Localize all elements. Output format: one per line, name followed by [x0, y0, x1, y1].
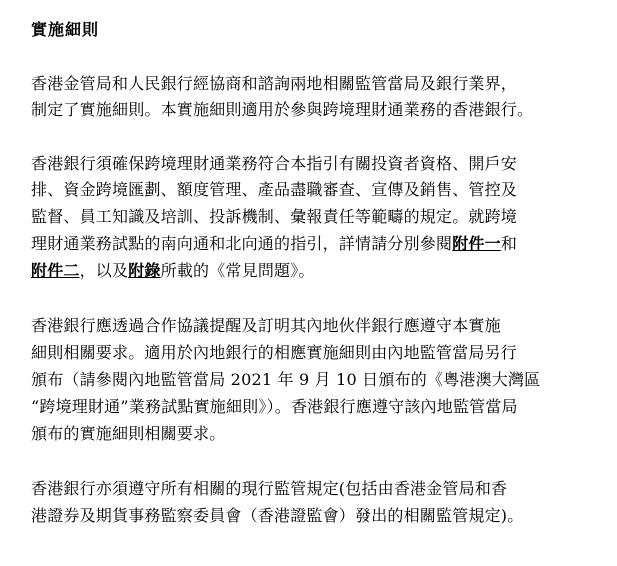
paragraph-4-line-2: 港證券及期貨事務監察委員會（香港證監會）發出的相關監管規定)。	[31, 506, 524, 525]
paragraph-3-line-3: 頒布（請參閱內地監管當局 2021 年 9 月 10 日頒布的《粵港澳大灣區	[31, 370, 541, 389]
paragraph-2-line-5-tail: 所載的《常見問題》。	[160, 261, 315, 280]
paragraph-2-line-5	[31, 259, 315, 283]
paragraph-2-line-4	[31, 232, 517, 256]
paragraph-3-line-5: 頒布的實施細則相關要求。	[31, 424, 226, 443]
appendix-link[interactable]: 附錄	[128, 261, 161, 280]
paragraph-2-line-3: 監督、員工知識及培訓、投訴機制、彙報責任等範疇的規定。就跨境	[31, 207, 518, 226]
paragraph-2-line-1: 香港銀行須確保跨境理財通業務符合本指引有關投資者資格、開戶安	[31, 154, 518, 173]
annex-1-link[interactable]: 附件一	[452, 234, 501, 253]
paragraph-2-line-4-text: 理財通業務試點的南向通和北向通的指引，詳情請分別參閱	[31, 234, 453, 253]
paragraph-3-line-1: 香港銀行應透過合作協議提醒及訂明其內地伙伴銀行應遵守本實施	[31, 316, 501, 335]
paragraph-2-line-5-text: ，以及	[79, 261, 129, 280]
paragraph-2-line-2: 排、資金跨境匯劃、額度管理、產品盡職審查、宣傳及銷售、管控及	[31, 180, 518, 199]
paragraph-3-line-2: 細則相關要求。適用於內地銀行的相應實施細則由內地監管當局另行	[31, 343, 518, 362]
annex-2-link[interactable]: 附件二	[31, 261, 80, 280]
paragraph-4-line-1: 香港銀行亦須遵守所有相關的現行監管規定(包括由香港金管局和香	[31, 479, 508, 498]
paragraph-2-line-4-tail: 和	[500, 234, 518, 253]
section-heading: 實施細則	[31, 20, 100, 39]
paragraph-1-line-2: 制定了實施細則。本實施細則適用於參與跨境理財通業務的香港銀行。	[31, 100, 534, 119]
paragraph-3-line-4: “跨境理財通”業務試點實施細則》）。香港銀行應遵守該內地監管當局	[31, 397, 518, 416]
paragraph-1-line-1: 香港金管局和人民銀行經協商和諮詢兩地相關監管當局及銀行業界，	[31, 74, 518, 93]
